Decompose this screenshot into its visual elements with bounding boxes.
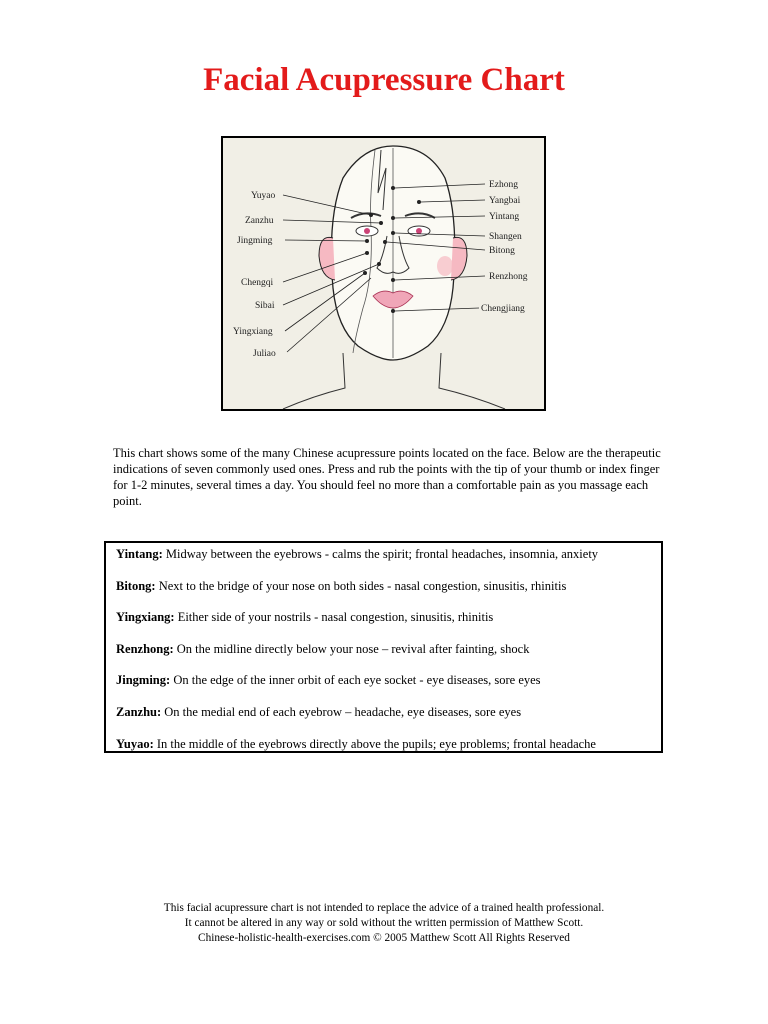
label-shangen: Shangen <box>489 232 522 242</box>
point-yingxiang <box>116 609 661 641</box>
label-yintang: Yintang <box>489 212 520 222</box>
label-chengqi: Chengqi <box>241 278 274 288</box>
point-name: Yingxiang: <box>116 610 175 625</box>
right-pupil <box>416 228 422 234</box>
label-renzhong: Renzhong <box>489 272 528 282</box>
point-desc: Either side of your nostrils - nasal congestion, sinusitis, rhinitis <box>174 610 494 625</box>
label-yuyao: Yuyao <box>251 191 276 201</box>
point-desc: On the midline directly below your nose – revival after fainting, shock <box>173 641 530 656</box>
label-sibai: Sibai <box>255 301 275 311</box>
point-desc: In the middle of the eyebrows directly above the pupils; eye problems; frontal headache <box>153 736 596 751</box>
footer-line-1: This facial acupressure chart is not intended to replace the advice of a trained health professional. <box>163 902 605 914</box>
page-title: Facial Acupressure Chart <box>203 62 565 98</box>
intro-paragraph: This chart shows some of the many Chinese acupressure points located on the face. Below are the therapeutic indications of seven commonly used ones. Press and rub the points with the tip of your thumb or index finger for 1-2 minutes, several times a day. You should feel no more than a comfortable pain as you massage each point. <box>113 446 661 508</box>
point-name: Renzhong: <box>116 641 174 656</box>
point-name: Jingming: <box>116 673 171 688</box>
cheek-blush <box>437 256 453 276</box>
point-name: Zanzhu: <box>116 704 162 719</box>
label-chengjiang: Chengjiang <box>481 304 525 314</box>
footer-line-2: It cannot be altered in any way or sold without the written permission of Matthew Scott. <box>184 917 584 929</box>
label-zanzhu: Zanzhu <box>245 216 274 226</box>
neck-outline <box>283 353 505 409</box>
point-jingming <box>116 672 661 704</box>
label-juliao: Juliao <box>253 349 276 359</box>
point-desc: Next to the bridge of your nose on both sides - nasal congestion, sinusitis, rhinitis <box>155 578 567 593</box>
label-ezhong: Ezhong <box>489 180 519 190</box>
point-desc: On the edge of the inner orbit of each eye socket - eye diseases, sore eyes <box>170 673 541 688</box>
point-yuyao <box>116 736 661 768</box>
point-name: Bitong: <box>116 578 156 593</box>
right-ear <box>451 237 467 280</box>
left-ear <box>319 237 335 280</box>
label-yingxiang: Yingxiang <box>233 327 273 337</box>
face-chart-figure <box>221 136 546 411</box>
point-name: Yuyao: <box>116 736 154 751</box>
label-yangbai: Yangbai <box>489 196 521 206</box>
acupoints-list <box>104 541 663 753</box>
point-renzhong <box>116 641 661 673</box>
footer-copyright: Chinese-holistic-health-exercises.com © 2005 Matthew Scott All Rights Reserved <box>198 932 570 944</box>
left-pupil <box>364 228 370 234</box>
point-name: Yintang: <box>116 547 163 561</box>
point-yintang <box>116 546 661 578</box>
point-desc: Midway between the eyebrows - calms the spirit; frontal headaches, insomnia, anxiety <box>162 547 599 561</box>
label-jingming: Jingming <box>237 236 273 246</box>
point-zanzhu <box>116 704 661 736</box>
point-desc: On the medial end of each eyebrow – headache, eye diseases, sore eyes <box>161 704 522 719</box>
face-illustration <box>223 138 544 409</box>
point-bitong <box>116 578 661 610</box>
label-bitong: Bitong <box>489 246 515 256</box>
footer-disclaimer <box>0 901 768 946</box>
